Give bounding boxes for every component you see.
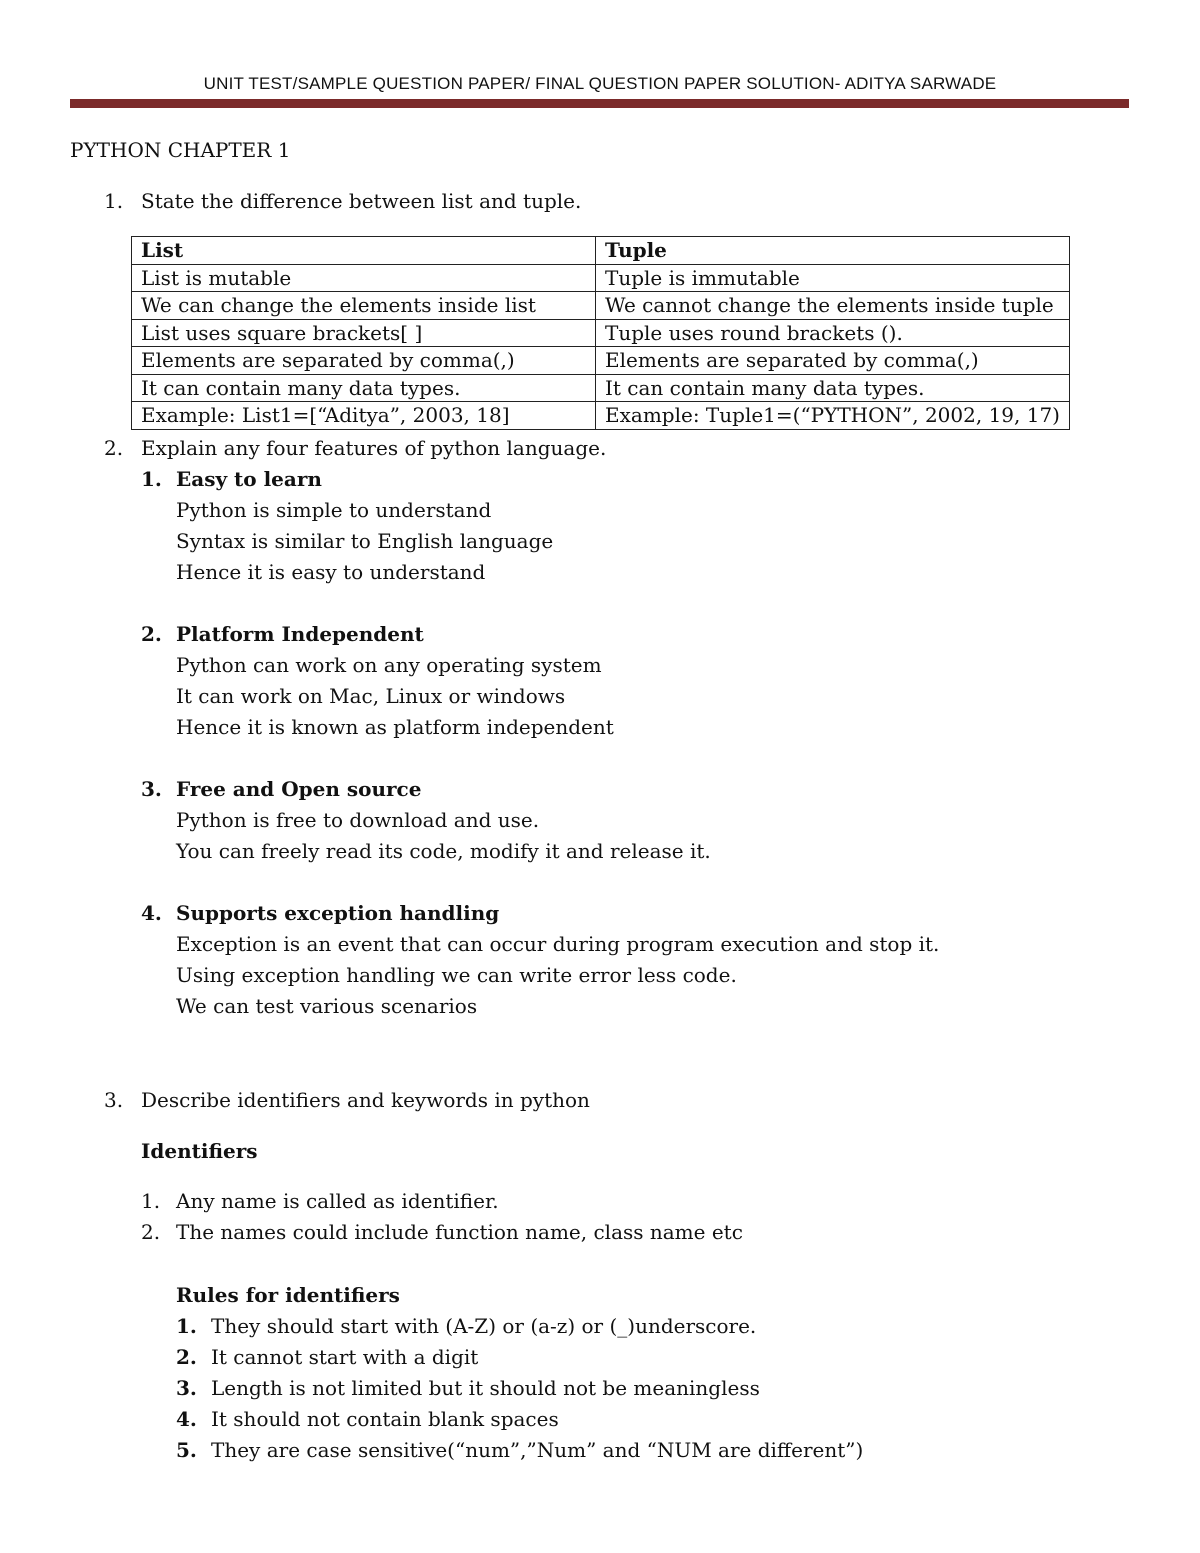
- identifiers-heading: Identifiers: [141, 1139, 258, 1163]
- rules-heading: Rules for identifiers: [176, 1283, 400, 1307]
- table-cell: It can contain many data types.: [132, 374, 596, 402]
- identifier-text: Any name is called as identifier.: [176, 1189, 499, 1213]
- identifier-text: The names could include function name, class name etc: [176, 1220, 743, 1244]
- feature-3-number: 3.: [141, 777, 162, 801]
- question-3-text: Describe identifiers and keywords in python: [141, 1088, 590, 1112]
- table-cell: Example: Tuple1=(“PYTHON”, 2002, 19, 17): [596, 402, 1070, 430]
- rule-text: They are case sensitive(“num”,”Num” and “NUM are different”): [211, 1438, 864, 1462]
- table-row: [132, 347, 1070, 375]
- table-row: [132, 319, 1070, 347]
- feature-1-line: Python is simple to understand: [176, 498, 492, 522]
- feature-2-line: Python can work on any operating system: [176, 653, 602, 677]
- table-header-list: List: [132, 237, 596, 265]
- feature-3-title: Free and Open source: [176, 777, 422, 801]
- table-cell: Tuple uses round brackets ().: [596, 319, 1070, 347]
- feature-1-line: Hence it is easy to understand: [176, 560, 486, 584]
- question-1-text: State the difference between list and tuple.: [141, 189, 582, 213]
- table-row: [132, 264, 1070, 292]
- table-cell: Elements are separated by comma(,): [132, 347, 596, 375]
- feature-2-number: 2.: [141, 622, 162, 646]
- table-cell: We can change the elements inside list: [132, 292, 596, 320]
- rule-number: 3.: [176, 1376, 197, 1400]
- rule-text: Length is not limited but it should not be meaningless: [211, 1376, 760, 1400]
- question-3-number: 3.: [104, 1088, 124, 1112]
- table-row: [132, 374, 1070, 402]
- feature-4-line: We can test various scenarios: [176, 994, 478, 1018]
- table-cell: Elements are separated by comma(,): [596, 347, 1070, 375]
- rule-number: 5.: [176, 1438, 197, 1462]
- feature-3-line: You can freely read its code, modify it and release it.: [176, 839, 711, 863]
- table-cell: Tuple is immutable: [596, 264, 1070, 292]
- rule-text: It should not contain blank spaces: [211, 1407, 559, 1431]
- question-2-number: 2.: [104, 436, 124, 460]
- table-cell: We cannot change the elements inside tuple: [596, 292, 1070, 320]
- list-tuple-table: [131, 236, 1070, 430]
- feature-4-line: Using exception handling we can write error less code.: [176, 963, 737, 987]
- feature-1-number: 1.: [141, 467, 162, 491]
- table-cell: List uses square brackets[ ]: [132, 319, 596, 347]
- feature-4-title: Supports exception handling: [176, 901, 500, 925]
- rule-number: 1.: [176, 1314, 197, 1338]
- rule-text: It cannot start with a digit: [211, 1345, 479, 1369]
- rule-number: 2.: [176, 1345, 197, 1369]
- feature-2-title: Platform Independent: [176, 622, 424, 646]
- question-1-number: 1.: [104, 189, 124, 213]
- chapter-title: PYTHON CHAPTER 1: [70, 138, 291, 162]
- feature-2-line: It can work on Mac, Linux or windows: [176, 684, 566, 708]
- header-rule: [70, 99, 1129, 108]
- feature-2-line: Hence it is known as platform independent: [176, 715, 614, 739]
- rule-number: 4.: [176, 1407, 197, 1431]
- identifier-number: 2.: [141, 1220, 161, 1244]
- rule-text: They should start with (A-Z) or (a-z) or (_)underscore.: [211, 1314, 757, 1338]
- table-header-tuple: Tuple: [596, 237, 1070, 265]
- table-row: [132, 402, 1070, 430]
- feature-4-line: Exception is an event that can occur during program execution and stop it.: [176, 932, 940, 956]
- table-row: [132, 292, 1070, 320]
- feature-1-title: Easy to learn: [176, 467, 322, 491]
- feature-4-number: 4.: [141, 901, 162, 925]
- table-cell: Example: List1=[“Aditya”, 2003, 18]: [132, 402, 596, 430]
- table-cell: List is mutable: [132, 264, 596, 292]
- feature-3-line: Python is free to download and use.: [176, 808, 540, 832]
- identifier-number: 1.: [141, 1189, 161, 1213]
- feature-1-line: Syntax is similar to English language: [176, 529, 554, 553]
- question-2-text: Explain any four features of python language.: [141, 436, 607, 460]
- document-header: UNIT TEST/SAMPLE QUESTION PAPER/ FINAL QUESTION PAPER SOLUTION- ADITYA SARWADE: [203, 74, 997, 93]
- table-header-row: [132, 237, 1070, 265]
- table-cell: It can contain many data types.: [596, 374, 1070, 402]
